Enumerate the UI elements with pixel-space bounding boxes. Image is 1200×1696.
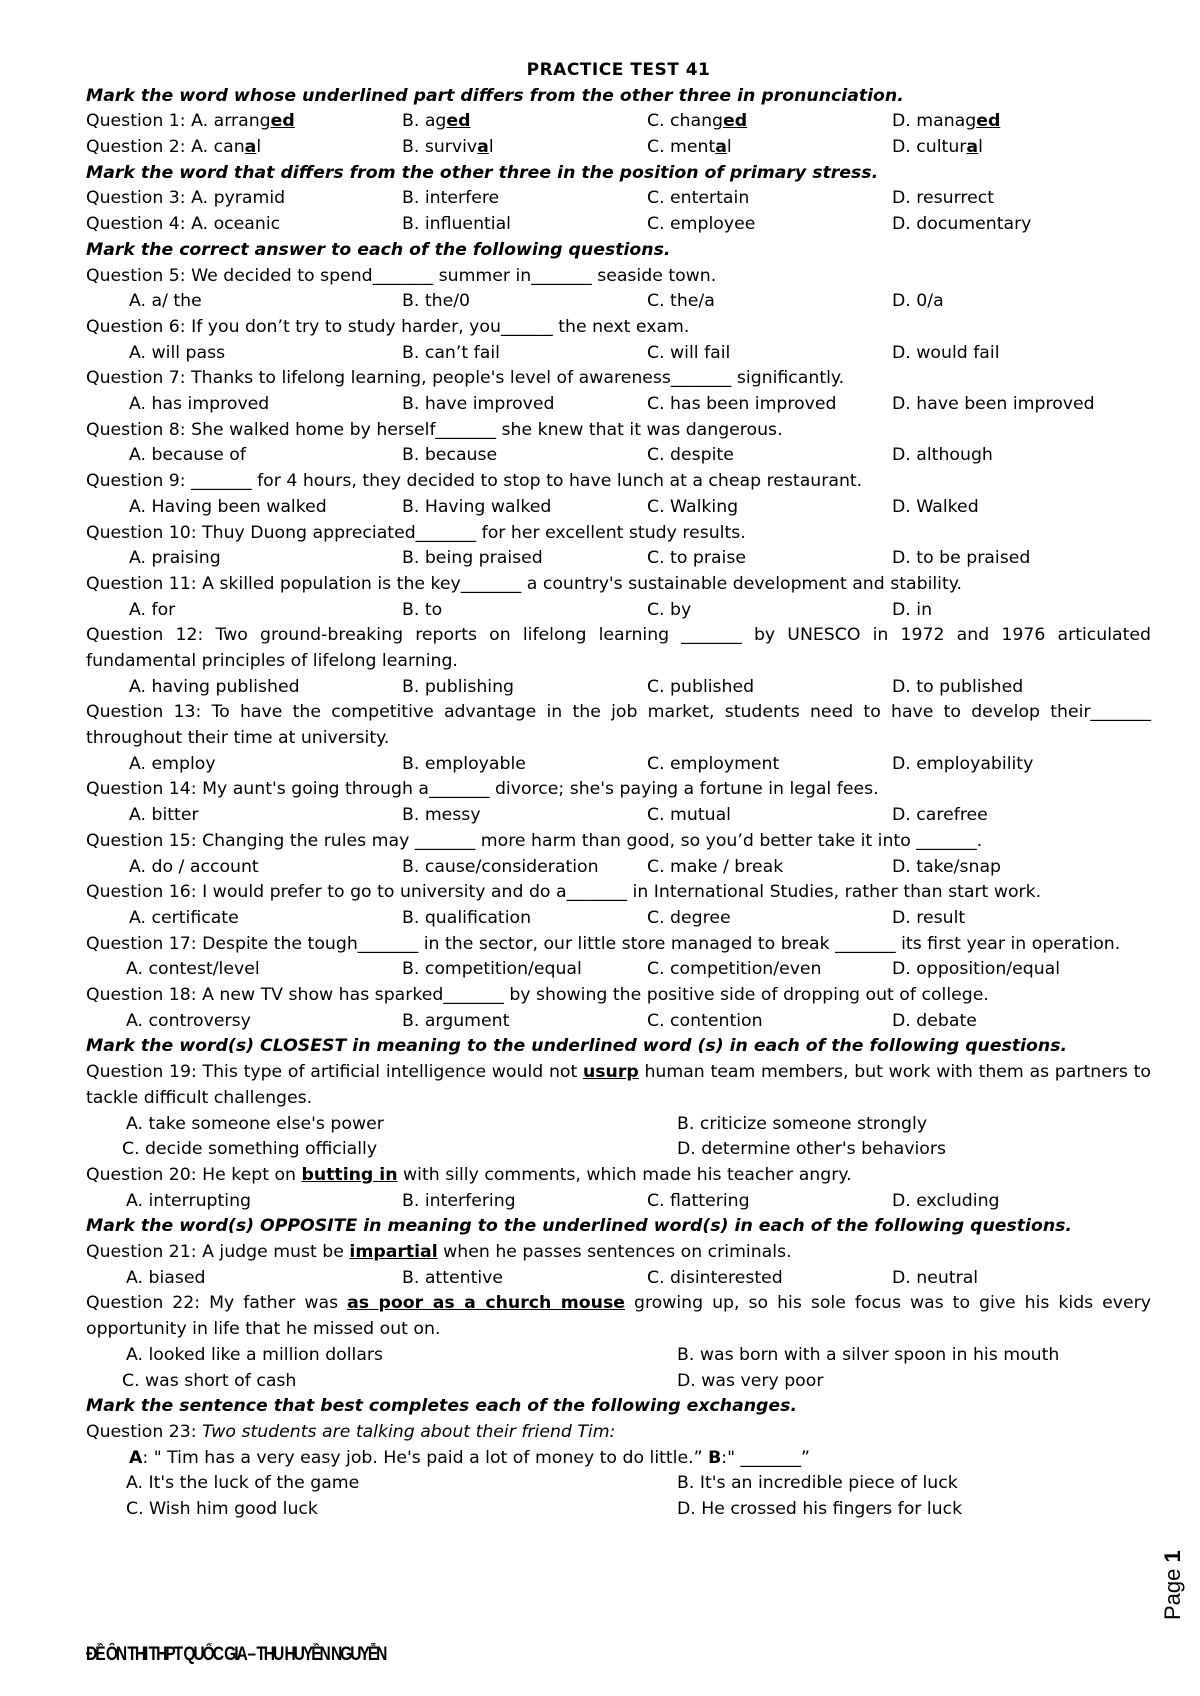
question-18-text: Question 18: A new TV show has sparked_______ by showing the positive side of dropping out of college.	[86, 985, 989, 1006]
q23-option-d: D. He crossed his fingers for luck	[677, 1498, 963, 1519]
q2-option-d: D. cultural	[892, 137, 983, 158]
q18-option-d: D. debate	[892, 1010, 977, 1031]
question-22-options-row1	[86, 1343, 1151, 1369]
q22-underlined-phrase: as poor as a church mouse	[347, 1293, 625, 1314]
q11-option-c: C. by	[647, 599, 692, 620]
instruction-stress: Mark the word that differs from the other three in the position of primary stress.	[86, 162, 879, 183]
q1-option-c: C. changed	[647, 111, 748, 132]
q8-option-a: A. because of	[129, 445, 246, 466]
question-15-text: Question 15: Changing the rules may _______ more harm than good, so you’d better take it into _______.	[86, 830, 983, 851]
q21-option-a: A. biased	[126, 1267, 206, 1288]
question-22-text: Question 22: My father was as poor as a church mouse growing up, so his sole focus was to give his kids every opportunity in life that he missed out on.	[86, 1293, 1151, 1340]
q23-option-a: A. It's the luck of the game	[126, 1473, 360, 1494]
q12-option-c: C. published	[647, 676, 755, 697]
question-23-options-row1	[86, 1471, 1151, 1497]
q14-option-b: B. messy	[402, 805, 481, 826]
q5-option-b: B. the/0	[402, 291, 471, 312]
q18-option-c: C. contention	[647, 1010, 763, 1031]
q14-option-d: D. carefree	[892, 805, 988, 826]
q18-option-a: A. controversy	[126, 1010, 251, 1031]
q21-underlined-word: impartial	[349, 1242, 438, 1263]
question-11-text: Question 11: A skilled population is the key_______ a country's sustainable development and stability.	[86, 573, 963, 594]
q22-option-c: C. was short of cash	[122, 1370, 297, 1391]
q1-option-d: D. managed	[892, 111, 1001, 132]
q6-option-d: D. would fail	[892, 342, 1000, 363]
q10-option-c: C. to praise	[647, 548, 746, 569]
question-21-options	[86, 1266, 1151, 1292]
question-13-text: Question 13: To have the competitive advantage in the job market, students need to have to develop their_______ throughout their time at university.	[86, 702, 1151, 749]
question-15-options	[86, 855, 1151, 881]
instruction-exchanges: Mark the sentence that best completes each of the following exchanges.	[86, 1396, 798, 1417]
question-9-text: Question 9: _______ for 4 hours, they decided to stop to have lunch at a cheap restaurant.	[86, 471, 863, 492]
q7-option-b: B. have improved	[402, 394, 555, 415]
question-12-text: Question 12: Two ground-breaking reports on lifelong learning _______ by UNESCO in 1972 and 1976 articulated fundamental principles of lifelong learning.	[86, 625, 1151, 671]
question-23-dialogue: A: " Tim has a very easy job. He's paid a lot of money to do little.” B:" _______”	[129, 1447, 810, 1468]
question-16-options	[86, 906, 1151, 932]
question-17-text: Question 17: Despite the tough_______ in the sector, our little store managed to break _______ its first year in operation.	[86, 933, 1121, 954]
q6-option-a: A. will pass	[129, 342, 226, 363]
q20-underlined-word: butting in	[301, 1164, 398, 1185]
q22-option-d: D. was very poor	[677, 1370, 824, 1391]
question-7-options	[86, 392, 1151, 418]
q13-option-a: A. employ	[129, 753, 216, 774]
q18-option-b: B. argument	[402, 1010, 510, 1031]
instruction-correct-answer: Mark the correct answer to each of the following questions.	[86, 239, 671, 260]
q14-option-a: A. bitter	[129, 805, 199, 826]
question-19-text: Question 19: This type of artificial intelligence would not usurp human team members, but work with them as partners to tackle difficult challenges.	[86, 1062, 1151, 1108]
question-2	[86, 135, 1151, 161]
q23-option-c: C. Wish him good luck	[126, 1498, 318, 1519]
q16-option-a: A. certificate	[129, 907, 239, 928]
question-23-text: Question 23: Two students are talking about their friend Tim:	[86, 1421, 616, 1442]
q9-option-c: C. Walking	[647, 496, 739, 517]
q13-option-c: C. employment	[647, 753, 780, 774]
question-6-text: Question 6: If you don’t try to study harder, you______ the next exam.	[86, 316, 690, 337]
q11-option-d: D. in	[892, 599, 933, 620]
q5-option-d: D. 0/a	[892, 291, 944, 312]
instruction-opposite-meaning: Mark the word(s) OPPOSITE in meaning to the underlined word(s) in each of the following questions.	[86, 1216, 1072, 1237]
question-14-text: Question 14: My aunt's going through a_______ divorce; she's paying a fortune in legal fees.	[86, 779, 879, 800]
question-5-options	[86, 289, 1151, 315]
question-16-text: Question 16: I would prefer to go to university and do a_______ in International Studies, rather than start work.	[86, 882, 1042, 903]
question-10-text: Question 10: Thuy Duong appreciated_______ for her excellent study results.	[86, 522, 746, 543]
q22-option-a: A. looked like a million dollars	[126, 1344, 384, 1365]
q20-option-a: A. interrupting	[126, 1190, 251, 1211]
q10-option-b: B. being praised	[402, 548, 543, 569]
question-10-options	[86, 546, 1151, 572]
question-21-text: Question 21: A judge must be impartial when he passes sentences on criminals.	[86, 1242, 792, 1263]
q8-option-b: B. because	[402, 445, 498, 466]
q16-option-b: B. qualification	[402, 907, 532, 928]
q3-option-a: Question 3: A. pyramid	[86, 188, 286, 209]
q20-option-b: B. interfering	[402, 1190, 516, 1211]
q21-option-c: C. disinterested	[647, 1267, 783, 1288]
q23-option-b: B. It's an incredible piece of luck	[677, 1473, 958, 1494]
page-number: Page 1	[1160, 1550, 1185, 1620]
q19-option-d: D. determine other's behaviors	[677, 1139, 946, 1160]
q4-option-a: Question 4: A. oceanic	[86, 214, 281, 235]
q13-option-b: B. employable	[402, 753, 526, 774]
question-19-options-row2	[86, 1137, 1151, 1163]
q15-option-b: B. cause/consideration	[402, 856, 599, 877]
q21-option-b: B. attentive	[402, 1267, 504, 1288]
q17-option-c: C. competition/even	[647, 959, 822, 980]
q14-option-c: C. mutual	[647, 805, 731, 826]
q2-option-c: C. mental	[647, 137, 732, 158]
q7-option-c: C. has been improved	[647, 394, 837, 415]
q9-option-b: B. Having walked	[402, 496, 552, 517]
q10-option-a: A. praising	[129, 548, 221, 569]
q9-option-a: A. Having been walked	[129, 496, 327, 517]
q4-option-b: B. influential	[402, 214, 511, 235]
q7-option-d: D. have been improved	[892, 394, 1095, 415]
question-9-options	[86, 495, 1151, 521]
q6-option-b: B. can’t fail	[402, 342, 500, 363]
q9-option-d: D. Walked	[892, 496, 979, 517]
question-3	[86, 186, 1151, 212]
q8-option-c: C. despite	[647, 445, 734, 466]
q3-option-d: D. resurrect	[892, 188, 995, 209]
question-20-options	[86, 1189, 1151, 1215]
q3-option-b: B. interfere	[402, 188, 500, 209]
q2-option-b: B. survival	[402, 137, 494, 158]
question-8-options	[86, 443, 1151, 469]
q19-underlined-word: usurp	[582, 1062, 639, 1083]
question-12-options	[86, 675, 1151, 701]
question-23-options-row2	[86, 1497, 1151, 1523]
question-1	[86, 109, 1151, 135]
q2-option-a: Question 2: A. canal	[86, 137, 262, 158]
document-body	[86, 58, 1151, 1523]
q7-option-a: A. has improved	[129, 394, 270, 415]
q15-option-d: D. take/snap	[892, 856, 1002, 877]
q23-context: Two students are talking about their friend Tim:	[202, 1421, 616, 1442]
question-7-text: Question 7: Thanks to lifelong learning, people's level of awareness_______ significantly.	[86, 368, 845, 389]
q1-option-b: B. aged	[402, 111, 471, 132]
q5-option-a: A. a/ the	[129, 291, 202, 312]
q19-option-c: C. decide something officially	[122, 1139, 378, 1160]
question-6-options	[86, 341, 1151, 367]
question-14-options	[86, 803, 1151, 829]
page-footer: ĐỀ ÔN THI THPT QUỐC GIA – THU HUYỀN NGUYỄN	[86, 1644, 386, 1665]
question-19-options-row1	[86, 1112, 1151, 1138]
q3-option-c: C. entertain	[647, 188, 750, 209]
q19-option-b: B. criticize someone strongly	[677, 1113, 928, 1134]
q12-option-a: A. having published	[129, 676, 300, 697]
q21-option-d: D. neutral	[892, 1267, 979, 1288]
q12-option-d: D. to published	[892, 676, 1024, 697]
q20-option-d: D. excluding	[892, 1190, 1000, 1211]
q13-option-d: D. employability	[892, 753, 1034, 774]
question-18-options	[86, 1009, 1151, 1035]
question-5-text: Question 5: We decided to spend_______ summer in_______ seaside town.	[86, 265, 717, 286]
q10-option-d: D. to be praised	[892, 548, 1031, 569]
q1-option-a: Question 1: A. arranged	[86, 111, 295, 132]
instruction-closest-meaning: Mark the word(s) CLOSEST in meaning to the underlined word (s) in each of the following questions.	[86, 1036, 1068, 1057]
question-11-options	[86, 598, 1151, 624]
q11-option-b: B. to	[402, 599, 443, 620]
question-13-options	[86, 752, 1151, 778]
q17-option-b: B. competition/equal	[402, 959, 582, 980]
question-20-text: Question 20: He kept on butting in with silly comments, which made his teacher angry.	[86, 1164, 852, 1185]
q16-option-c: C. degree	[647, 907, 731, 928]
q5-option-c: C. the/a	[647, 291, 715, 312]
page-title: PRACTICE TEST 41	[526, 60, 711, 80]
q15-option-c: C. make / break	[647, 856, 784, 877]
q11-option-a: A. for	[129, 599, 176, 620]
q17-option-d: D. opposition/equal	[892, 959, 1061, 980]
q19-option-a: A. take someone else's power	[126, 1113, 384, 1134]
q15-option-a: A. do / account	[129, 856, 259, 877]
question-17-options	[86, 957, 1151, 983]
q4-option-d: D. documentary	[892, 214, 1032, 235]
q22-option-b: B. was born with a silver spoon in his mouth	[677, 1344, 1060, 1365]
q12-option-b: B. publishing	[402, 676, 515, 697]
instruction-pronunciation: Mark the word whose underlined part differs from the other three in pronunciation.	[86, 85, 904, 106]
question-4	[86, 212, 1151, 238]
q16-option-d: D. result	[892, 907, 966, 928]
q4-option-c: C. employee	[647, 214, 756, 235]
question-22-options-row2	[86, 1369, 1151, 1395]
q20-option-c: C. flattering	[647, 1190, 750, 1211]
q6-option-c: C. will fail	[647, 342, 731, 363]
q8-option-d: D. although	[892, 445, 993, 466]
q17-option-a: A. contest/level	[126, 959, 260, 980]
question-8-text: Question 8: She walked home by herself_______ she knew that it was dangerous.	[86, 419, 783, 440]
